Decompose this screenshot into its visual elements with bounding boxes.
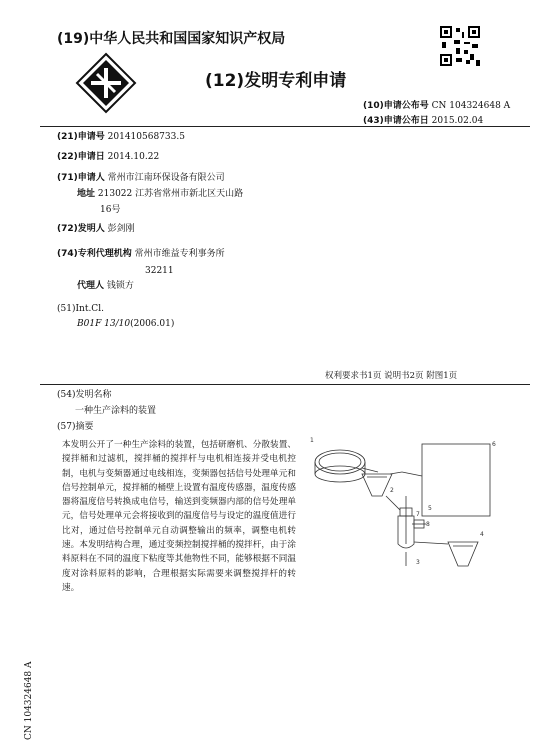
address-label: 地址 — [77, 189, 96, 199]
agency-label: (74)专利代理机构 — [57, 249, 132, 259]
app-date: 2014.10.22 — [107, 152, 160, 162]
qr-code-icon — [440, 26, 480, 66]
figure-label-7: 7 — [416, 511, 420, 518]
sipo-logo-icon — [75, 52, 137, 114]
agent-label: 代理人 — [77, 281, 105, 291]
document-type: (12)发明专利申请 — [205, 71, 347, 91]
pub-no: CN 104324648 A — [431, 101, 511, 111]
app-no-label: (21)申请号 — [57, 132, 105, 142]
applicant: 常州市江南环保设备有限公司 — [107, 173, 225, 183]
authority-title: (19)中华人民共和国国家知识产权局 — [57, 31, 286, 47]
top-divider — [40, 126, 530, 127]
figure-label-1: 1 — [310, 437, 314, 444]
inventor-label: (72)发明人 — [57, 224, 105, 234]
pages-note: 权利要求书1页 说明书2页 附图1页 — [325, 371, 458, 381]
middle-divider — [40, 384, 530, 385]
address-line2: 16号 — [100, 205, 121, 215]
abstract-text: 本发明公开了一种生产涂料的装置，包括研磨机、分散装置、搅拌桶和过滤机，搅拌桶的搅拌杆与电机相连接并受电机控制，电机与变频器通过电线相连，变频器包括信号处理单元和信号控制单元，搅拌桶的桶壁上设置有温度传感器，温度传感器将温度信号转换成电信号，输送到变频器内部的信号处理单元，信号处理单元会将接收到的温度信号与设定的温度值进行比对，通过信号控制单元自动调整输出的频率，调整电机转速。本发明结构合理，通过变频控制搅拌桶的搅拌杆，由于涂料原料在不同的温度下粘度等其他物性不同，能够根据不同温度对涂料原料的影响，合理根据实际需要来调整搅拌杆的转速。 — [62, 440, 296, 593]
figure-label-8: 8 — [426, 521, 430, 528]
invention-name-label: (54)发明名称 — [57, 390, 112, 400]
intcl-label: (51)Int.Cl. — [57, 304, 104, 314]
abstract-label: (57)摘要 — [57, 422, 94, 432]
agency: 常州市维益专利事务所 — [134, 249, 225, 259]
abstract-figure — [302, 424, 502, 594]
pub-no-label: (10)申请公布号 — [363, 101, 429, 111]
agent: 钱锁方 — [106, 281, 134, 291]
applicant-label: (71)申请人 — [57, 173, 105, 183]
pub-date: 2015.02.04 — [431, 116, 484, 126]
figure-label-6: 6 — [492, 441, 496, 448]
app-no: 201410568733.5 — [107, 132, 185, 142]
inventor: 彭剑刚 — [107, 224, 135, 234]
address-line1: 213022 江苏省常州市新北区天山路 — [97, 189, 244, 199]
figure-label-2: 2 — [390, 487, 394, 494]
figure-label-5: 5 — [428, 505, 432, 512]
invention-name: 一种生产涂料的装置 — [75, 406, 157, 416]
app-date-label: (22)申请日 — [57, 152, 105, 162]
figure-label-4: 4 — [480, 531, 484, 538]
pub-date-label: (43)申请公布日 — [363, 116, 429, 126]
intcl-date: (2006.01) — [130, 319, 175, 329]
intcl-value: B01F 13/10 — [77, 319, 131, 329]
figure-label-3: 3 — [416, 559, 420, 566]
side-pub-number: CN 104324648 A — [24, 661, 34, 740]
agency-code: 32211 — [145, 266, 174, 276]
